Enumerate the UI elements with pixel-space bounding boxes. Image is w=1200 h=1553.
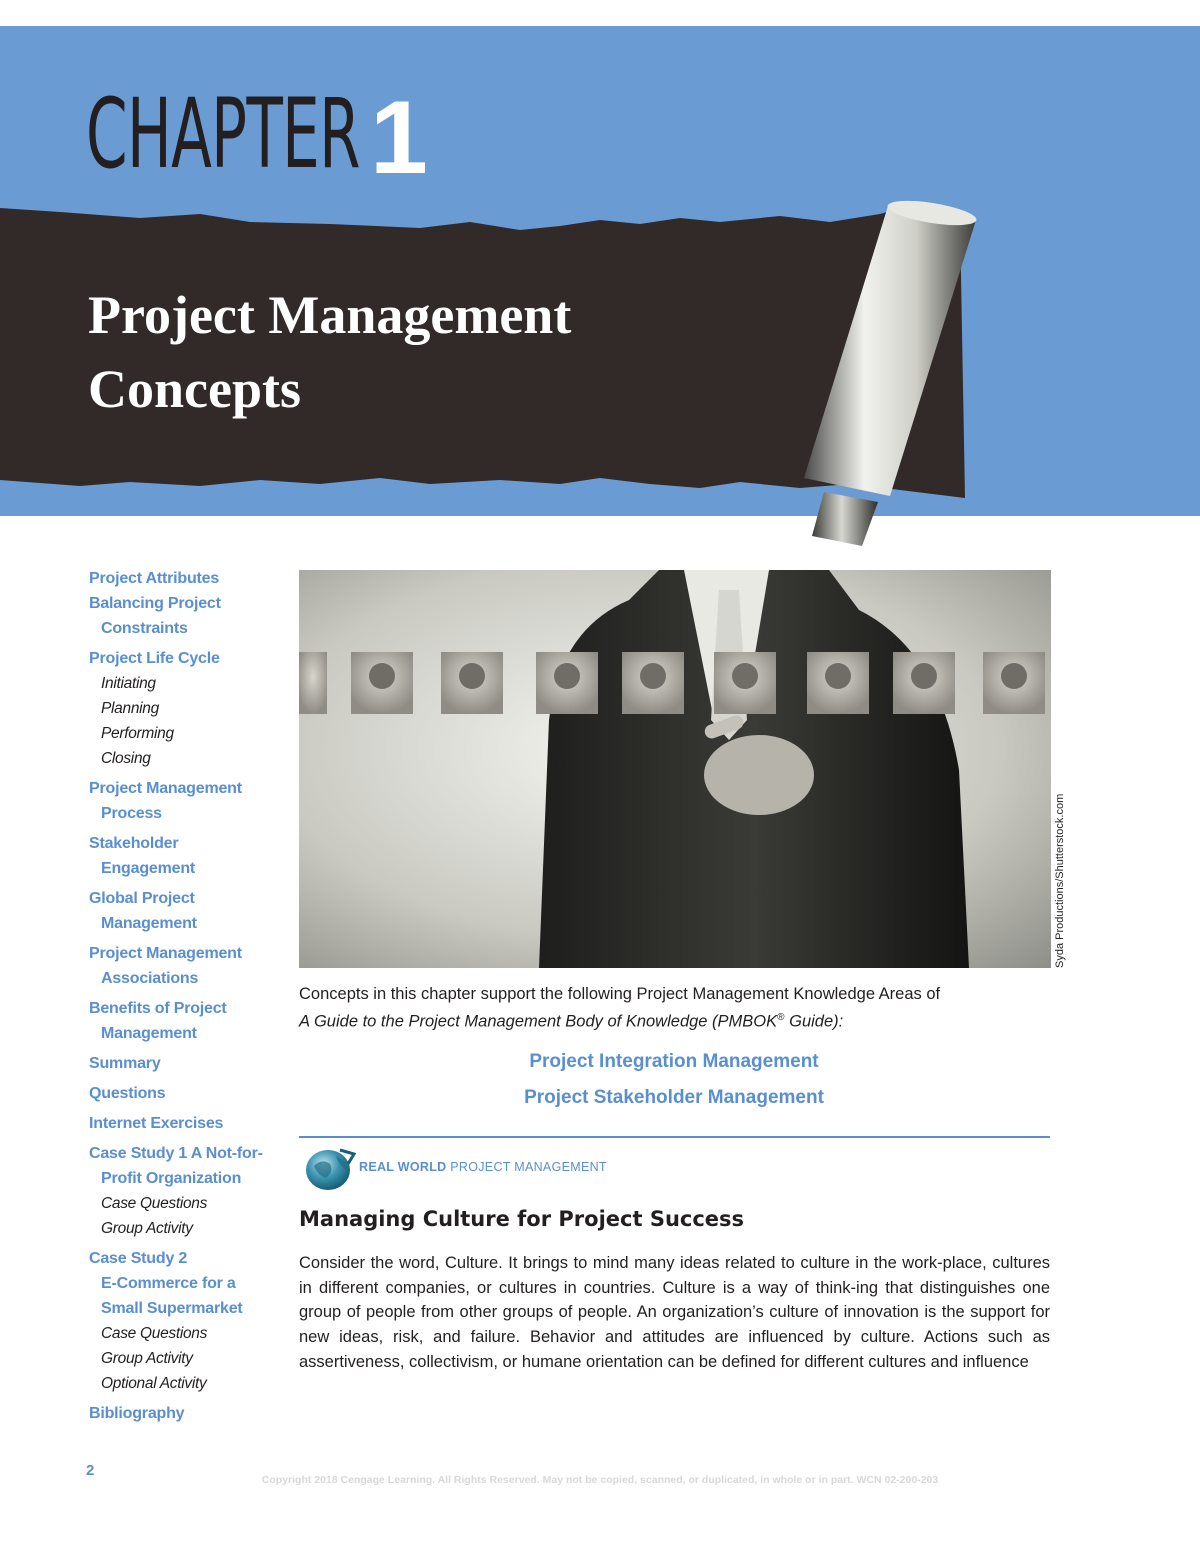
toc-item-case-study-2[interactable]: Case Study 2 E-Commerce for a Small Supermarket: [89, 1250, 243, 1317]
section-divider: [299, 1136, 1050, 1138]
toc-item-pm-associations[interactable]: Project Management Associations: [89, 945, 242, 987]
knowledge-areas-intro: Concepts in this chapter support the following Project Management Knowledge Areas of A Guide to the Project Management Body of Knowledge (PMBOK® Guide):: [299, 985, 941, 1031]
businessman-photo: [299, 570, 1051, 968]
knowledge-area-stakeholder: Project Stakeholder Management: [524, 1087, 824, 1108]
toc-subitem-closing[interactable]: Closing: [101, 750, 151, 767]
toc-subitem-initiating[interactable]: Initiating: [101, 675, 156, 692]
toc-item-bibliography[interactable]: Bibliography: [89, 1405, 185, 1422]
toc-subitem-performing[interactable]: Performing: [101, 725, 174, 742]
toc-subitem-case-questions[interactable]: Case Questions: [101, 1195, 208, 1212]
copyright-notice: Copyright 2018 Cengage Learning. All Rights Reserved. May not be copied, scanned, or duplicated, in whole or in part. WCN 02-200-203: [261, 1474, 939, 1486]
chapter-title-line-1: Project Management: [88, 285, 572, 345]
real-world-label: REAL WORLD PROJECT MANAGEMENT: [359, 1160, 607, 1174]
toc-item-project-attributes[interactable]: Project Attributes: [89, 570, 220, 587]
toc-subitem-optional-activity[interactable]: Optional Activity: [101, 1375, 207, 1392]
toc-subitem-group-activity[interactable]: Group Activity: [101, 1220, 193, 1237]
toc-item-summary[interactable]: Summary: [89, 1055, 161, 1072]
chapter-label: CHAPTER: [86, 78, 360, 190]
paper-roll-icon: [790, 196, 990, 556]
title-band: [0, 208, 1200, 508]
toc-item-balancing-constraints[interactable]: Balancing Project Constraints: [89, 595, 221, 637]
toc-item-case-study-1[interactable]: Case Study 1 A Not-for- Profit Organization: [89, 1145, 263, 1187]
toc-item-global-pm[interactable]: Global Project Management: [89, 890, 197, 932]
photo-credit: Syda Productions/Shutterstock.com: [1054, 793, 1066, 968]
toc-item-benefits[interactable]: Benefits of Project Management: [89, 1000, 227, 1042]
globe-icon: [304, 1144, 356, 1192]
chapter-contents-sidebar: [89, 566, 279, 1426]
section-title: Managing Culture for Project Success: [299, 1207, 745, 1231]
toc-item-stakeholder-engagement[interactable]: Stakeholder Engagement: [89, 835, 196, 877]
toc-item-internet-exercises[interactable]: Internet Exercises: [89, 1115, 224, 1132]
knowledge-area-integration: Project Integration Management: [529, 1051, 819, 1072]
chapter-number: 1: [370, 80, 428, 196]
toc-subitem-group-activity-2[interactable]: Group Activity: [101, 1350, 193, 1367]
profile-tiles: [299, 652, 1045, 714]
toc-item-life-cycle[interactable]: Project Life Cycle: [89, 650, 220, 667]
toc-item-pm-process[interactable]: Project Management Process: [89, 780, 242, 822]
toc-subitem-planning[interactable]: Planning: [101, 700, 159, 717]
toc-item-questions[interactable]: Questions: [89, 1085, 166, 1102]
page-number: 2: [86, 1462, 95, 1479]
toc-subitem-case-questions-2[interactable]: Case Questions: [101, 1325, 208, 1342]
body-paragraph: Consider the word, Culture. It brings to mind many ideas related to culture in the work-place, cultures in different companies, or cultures in countries. Culture is a way of think-ing that distinguishes one group of people from other groups of people. An organization’s culture of innovation is the support for new ideas, risk, and failure. Behavior and attitudes are influenced by culture. Actions such as assertiveness, collectivism, or humane orientation can be defined for different cultures and influence: [299, 1254, 1050, 1371]
chapter-title-line-2: Concepts: [88, 359, 301, 419]
